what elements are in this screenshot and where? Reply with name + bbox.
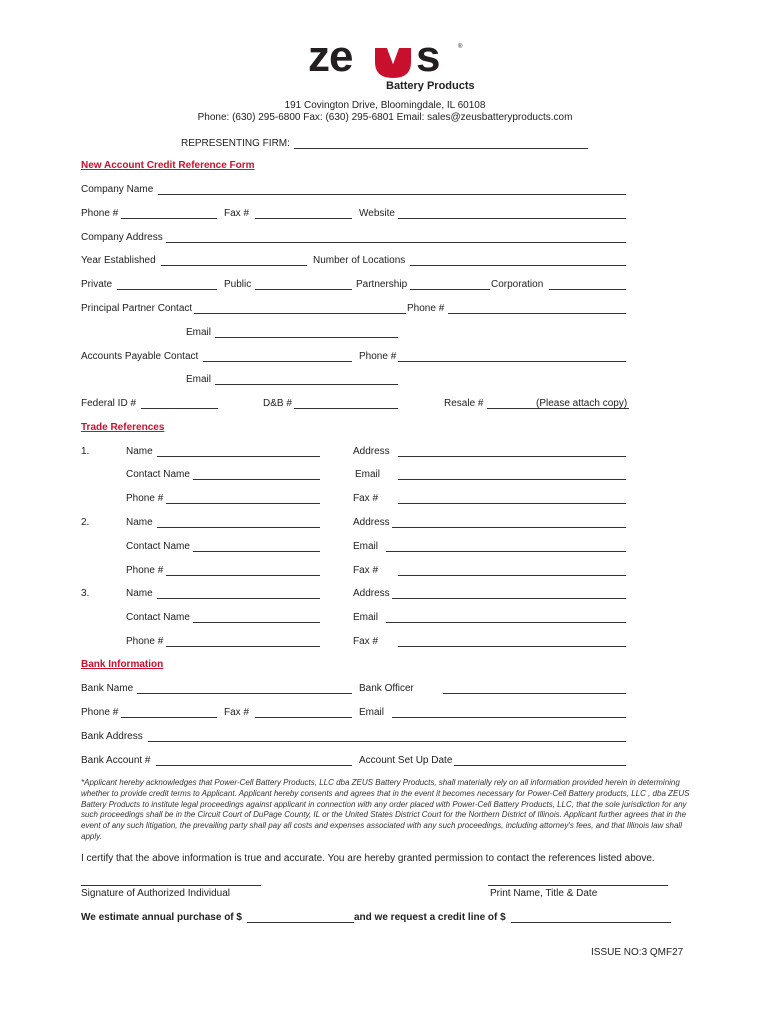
ref-contact-label: Contact Name xyxy=(126,612,190,623)
principal-partner-contact-label: Principal Partner Contact xyxy=(81,303,193,314)
bank-address-label: Bank Address xyxy=(81,731,143,742)
ref-fax-field[interactable] xyxy=(398,503,626,504)
accounts-payable-contact-field[interactable] xyxy=(203,361,352,362)
trade-references-title: Trade References xyxy=(81,422,165,433)
year-established-field[interactable] xyxy=(161,265,307,266)
account-setup-date-label: Account Set Up Date xyxy=(359,755,453,766)
zeus-logo xyxy=(308,32,463,81)
db-field[interactable] xyxy=(294,408,398,409)
ap-email-label: Email xyxy=(186,374,212,385)
logo-text-left: ze xyxy=(308,32,353,81)
representing-firm-label: REPRESENTING FIRM: xyxy=(181,138,290,149)
principal-phone-label: Phone # xyxy=(407,303,445,314)
db-label: D&B # xyxy=(263,398,292,409)
accounts-payable-contact-label: Accounts Payable Contact xyxy=(81,351,199,362)
estimate-purchase-field[interactable] xyxy=(247,922,354,923)
legal-disclaimer: *Applicant hereby acknowledges that Power-Cell Battery Products, LLC dba ZEUS Battery Products, shall materially rely on all information provided herein in determining whether to provide credit terms to Applicant. Applicant hereby consents and agrees that in the event it becomes necessary for Power-Cell Battery products, LLC , dba ZEUS Battery Products to institute legal proceedings against applicant in connection with any order placed with Power-Cell Battery Products, LLC, that the sole jurisdiction for any such proceedings shall be in the Circuit Court of DuPage County, IL or the United States District Court for the Northern District of Illinois. Applicant further agrees that in the event of any such litigation, the prevailing party shall pay all costs and expenses associated with any such proceedings, including attorney's fees, and that Illinois law shall apply. xyxy=(81,778,690,841)
ref-fax-field[interactable] xyxy=(398,646,626,647)
ref-contact-field[interactable] xyxy=(193,479,320,480)
company-name-field[interactable] xyxy=(158,194,626,195)
ap-email-field[interactable] xyxy=(215,384,398,385)
logo-subtitle: Battery Products xyxy=(386,80,475,92)
ref-name-field[interactable] xyxy=(157,456,320,457)
private-label: Private xyxy=(81,279,113,290)
federal-id-field[interactable] xyxy=(141,408,218,409)
ref-phone-field[interactable] xyxy=(166,575,320,576)
ref-phone-field[interactable] xyxy=(166,646,320,647)
ref-contact-label: Contact Name xyxy=(126,541,190,552)
number-of-locations-label: Number of Locations xyxy=(313,255,406,266)
ref-contact-field[interactable] xyxy=(193,622,320,623)
form-title: New Account Credit Reference Form xyxy=(81,160,255,171)
ref-name-field[interactable] xyxy=(157,598,320,599)
company-contact-line: Phone: (630) 295-6800 Fax: (630) 295-6801 Email: sales@zeusbatteryproducts.com xyxy=(197,112,573,123)
ref-address-field[interactable] xyxy=(392,598,626,599)
ref-address-label: Address xyxy=(353,588,390,599)
ref-name-label: Name xyxy=(126,446,153,457)
website-label: Website xyxy=(359,208,395,219)
bank-information-title: Bank Information xyxy=(81,659,164,670)
public-label: Public xyxy=(224,279,252,290)
ref-number: 2. xyxy=(81,517,90,528)
bank-address-field[interactable] xyxy=(148,741,626,742)
attach-copy-note: (Please attach copy) xyxy=(536,398,628,409)
ref-phone-label: Phone # xyxy=(126,565,164,576)
ref-number: 1. xyxy=(81,446,90,457)
corporation-label: Corporation xyxy=(491,279,544,290)
website-field[interactable] xyxy=(398,218,626,219)
ref-number: 3. xyxy=(81,588,90,599)
fax-label: Fax # xyxy=(224,208,250,219)
principal-partner-contact-field[interactable] xyxy=(194,313,406,314)
corporation-field[interactable] xyxy=(549,289,626,290)
number-of-locations-field[interactable] xyxy=(410,265,626,266)
estimate-purchase-label: We estimate annual purchase of $ xyxy=(81,912,242,923)
company-address-field[interactable] xyxy=(166,242,626,243)
ref-email-field[interactable] xyxy=(386,551,626,552)
partnership-label: Partnership xyxy=(356,279,408,290)
ref-email-label: Email xyxy=(355,469,381,480)
bank-officer-label: Bank Officer xyxy=(359,683,414,694)
logo-text-right: s xyxy=(416,32,441,81)
ref-fax-field[interactable] xyxy=(398,575,626,576)
principal-email-label: Email xyxy=(186,327,212,338)
ref-email-label: Email xyxy=(353,541,379,552)
public-field[interactable] xyxy=(255,289,352,290)
principal-phone-field[interactable] xyxy=(448,313,626,314)
signature-label: Signature of Authorized Individual xyxy=(81,888,230,899)
print-name-label: Print Name, Title & Date xyxy=(490,888,598,899)
ref-name-label: Name xyxy=(126,588,153,599)
ref-contact-label: Contact Name xyxy=(126,469,190,480)
ref-phone-label: Phone # xyxy=(126,493,164,504)
signature-field[interactable] xyxy=(81,885,261,886)
year-established-label: Year Established xyxy=(81,255,156,266)
credit-line-label: and we request a credit line of $ xyxy=(354,912,506,923)
ref-email-field[interactable] xyxy=(398,479,626,480)
fax-field[interactable] xyxy=(255,218,352,219)
ref-phone-label: Phone # xyxy=(126,636,164,647)
bank-email-field[interactable] xyxy=(392,717,626,718)
bank-account-field[interactable] xyxy=(156,765,352,766)
bank-fax-label: Fax # xyxy=(224,707,250,718)
ref-name-label: Name xyxy=(126,517,153,528)
ref-email-field[interactable] xyxy=(386,622,626,623)
ref-fax-label: Fax # xyxy=(353,636,379,647)
ref-name-field[interactable] xyxy=(157,527,320,528)
bank-phone-label: Phone # xyxy=(81,707,119,718)
phone-label: Phone # xyxy=(81,208,119,219)
ref-address-label: Address xyxy=(353,517,390,528)
logo-u-mark-icon xyxy=(373,46,413,80)
bank-name-label: Bank Name xyxy=(81,683,134,694)
ref-address-field[interactable] xyxy=(392,527,626,528)
bank-phone-field[interactable] xyxy=(121,717,217,718)
bank-name-field[interactable] xyxy=(137,693,352,694)
ref-email-label: Email xyxy=(353,612,379,623)
resale-label: Resale # xyxy=(444,398,484,409)
bank-officer-field[interactable] xyxy=(443,693,626,694)
private-field[interactable] xyxy=(117,289,217,290)
ap-phone-field[interactable] xyxy=(398,361,626,362)
representing-firm-field[interactable] xyxy=(294,148,588,149)
company-address-label: Company Address xyxy=(81,232,163,243)
registered-mark: ® xyxy=(458,44,463,50)
ref-address-field[interactable] xyxy=(398,456,626,457)
principal-email-field[interactable] xyxy=(215,337,398,338)
certification-statement: I certify that the above information is true and accurate. You are hereby granted permission to contact the references listed above. xyxy=(81,853,655,864)
ref-address-label: Address xyxy=(353,446,390,457)
company-name-label: Company Name xyxy=(81,184,154,195)
phone-field[interactable] xyxy=(121,218,217,219)
credit-line-field[interactable] xyxy=(511,922,671,923)
ap-phone-label: Phone # xyxy=(359,351,397,362)
issue-number: ISSUE NO:3 QMF27 xyxy=(591,947,684,958)
account-setup-date-field[interactable] xyxy=(454,765,626,766)
bank-fax-field[interactable] xyxy=(255,717,352,718)
ref-fax-label: Fax # xyxy=(353,493,379,504)
print-name-field[interactable] xyxy=(488,885,668,886)
bank-account-label: Bank Account # xyxy=(81,755,151,766)
ref-fax-label: Fax # xyxy=(353,565,379,576)
ref-phone-field[interactable] xyxy=(166,503,320,504)
partnership-field[interactable] xyxy=(410,289,490,290)
ref-contact-field[interactable] xyxy=(193,551,320,552)
bank-email-label: Email xyxy=(359,707,385,718)
company-address-line: 191 Covington Drive, Bloomingdale, IL 60108 xyxy=(284,100,486,111)
federal-id-label: Federal ID # xyxy=(81,398,137,409)
